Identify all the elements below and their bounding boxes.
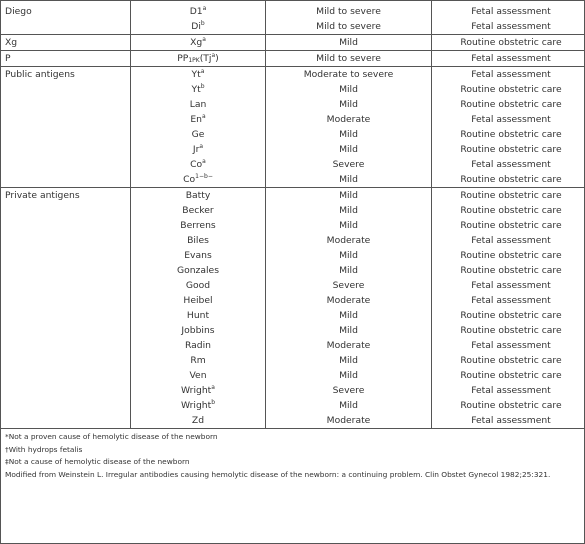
severity: Mild: [339, 144, 358, 155]
group-name: Private antigens: [5, 190, 80, 201]
antigen-name: En: [190, 114, 202, 125]
group-name-cell: [1, 188, 131, 429]
footnote: ‡Not a cause of hemolytic disease of the newborn: [5, 457, 190, 466]
antigen-name: Di: [191, 21, 201, 32]
table-group-row: [1, 188, 585, 429]
antigen: [131, 142, 265, 157]
footnote-source: Modified from Weinstein L. Irregular antibodies causing hemolytic disease of the newborn: a continuing problem. Clin Obstet Gynecol 1982;25:321.: [5, 469, 551, 479]
antigen: [131, 35, 265, 50]
management: Routine obstetric care: [460, 220, 562, 231]
antigen-superscript: a: [211, 384, 215, 391]
antigen-name: Xg: [190, 37, 203, 48]
management: Routine obstetric care: [460, 190, 562, 201]
management: Routine obstetric care: [460, 129, 562, 140]
antigen: [131, 19, 265, 34]
severity: Mild: [339, 37, 358, 48]
table-group-row: [1, 1, 585, 35]
antigen-name: Good: [185, 280, 211, 291]
antigen-name: Lan: [189, 99, 207, 110]
antigen-name: Heibel: [183, 295, 213, 306]
severity: Mild: [339, 355, 358, 366]
antigen-name: Evans: [184, 250, 212, 261]
severity: Moderate: [326, 235, 371, 246]
antigen: [131, 188, 265, 203]
antigen: [131, 233, 265, 248]
antigen: [131, 82, 265, 97]
group-name-cell: [1, 35, 131, 51]
severity: Mild: [339, 205, 358, 216]
antigen-name: Ge: [191, 129, 205, 140]
antigen: [131, 353, 265, 368]
antigen-name: Gonzales: [176, 265, 219, 276]
antigen: [131, 368, 265, 383]
antigen-cell: [131, 35, 266, 51]
management: Routine obstetric care: [460, 84, 562, 95]
antigen-superscript: b: [211, 399, 216, 406]
management: Routine obstetric care: [460, 265, 562, 276]
antigen-superscript: b: [200, 20, 205, 27]
antigen: [131, 278, 265, 293]
antigen-name: Ven: [189, 370, 207, 381]
severity: Mild: [339, 370, 358, 381]
antigen-superscript: a: [201, 113, 206, 120]
antigen-name: Biles: [187, 235, 209, 246]
group-name: Public antigens: [5, 69, 75, 80]
antigen: [131, 383, 265, 398]
antigen: [131, 51, 265, 66]
antibody-table-body: [1, 1, 585, 429]
severity: Moderate: [326, 295, 371, 306]
antigen: [131, 127, 265, 142]
management: Fetal assessment: [471, 21, 551, 32]
severity: Mild: [339, 400, 358, 411]
antigen: [131, 263, 265, 278]
group-name: P: [5, 53, 11, 64]
severity: Severe: [332, 280, 365, 291]
antigen-name: Yt: [191, 84, 201, 95]
table-group-row: [1, 51, 585, 67]
severity-cell: [266, 67, 432, 188]
antigen: [131, 172, 265, 187]
severity: Mild: [339, 129, 358, 140]
management: Fetal assessment: [471, 295, 551, 306]
management: Routine obstetric care: [460, 370, 562, 381]
management: Routine obstetric care: [460, 310, 562, 321]
antigen: [131, 97, 265, 112]
severity-cell: [266, 188, 432, 429]
antigen-superscript: b: [200, 83, 205, 90]
antigen: [131, 308, 265, 323]
group-name-cell: [1, 51, 131, 67]
antigen: [131, 67, 265, 82]
antigen-superscript: a: [211, 52, 216, 59]
antigen-superscript: a: [202, 5, 207, 12]
antigen-name: Jobbins: [181, 325, 215, 336]
management: Routine obstetric care: [460, 99, 562, 110]
antigen-name: Jr: [192, 144, 200, 155]
antigen-alias-close: ): [215, 53, 219, 64]
antigen-name: Yt: [191, 69, 201, 80]
management-cell: [432, 35, 585, 51]
antigen-name: PP: [177, 53, 189, 64]
antigen: [131, 218, 265, 233]
management: Fetal assessment: [471, 159, 551, 170]
table-group-row: [1, 67, 585, 188]
antigen-superscript: a: [202, 158, 206, 165]
antigen-alias: (Tj: [199, 53, 212, 64]
severity-cell: [266, 35, 432, 51]
antigen-name: D1: [189, 6, 203, 17]
group-name: Xg: [5, 37, 18, 48]
management-cell: [432, 1, 585, 35]
antigen-superscript: 1−b−: [195, 173, 213, 180]
antigen: [131, 203, 265, 218]
management: Routine obstetric care: [460, 37, 562, 48]
footnote: *Not a proven cause of hemolytic disease of the newborn: [5, 432, 218, 441]
antigen-cell: [131, 51, 266, 67]
management: Fetal assessment: [471, 280, 551, 291]
severity: Mild: [339, 190, 358, 201]
antigen: [131, 413, 265, 428]
antibody-table: [1, 1, 585, 429]
severity: Moderate: [326, 114, 371, 125]
severity: Moderate: [326, 415, 371, 426]
severity-cell: [266, 1, 432, 35]
antigen-cell: [131, 188, 266, 429]
severity: Severe: [332, 385, 365, 396]
severity: Mild: [339, 310, 358, 321]
footnote: †With hydrops fetalis: [5, 444, 83, 454]
management: Fetal assessment: [471, 235, 551, 246]
severity: Mild to severe: [316, 6, 381, 17]
antigen: [131, 248, 265, 263]
antigen-name: Hunt: [186, 310, 210, 321]
antigen-superscript: a: [200, 68, 205, 75]
antigen-cell: [131, 67, 266, 188]
antigen-name: Wright: [181, 385, 212, 396]
antigen-superscript: a: [202, 36, 206, 43]
severity: Severe: [332, 159, 365, 170]
antigen-name: Zd: [191, 415, 205, 426]
antigen-name: Becker: [182, 205, 214, 216]
group-name-cell: [1, 1, 131, 35]
management: Routine obstetric care: [460, 205, 562, 216]
management: Fetal assessment: [471, 415, 551, 426]
antigen: [131, 4, 265, 19]
antigen: [131, 323, 265, 338]
antigen: [131, 398, 265, 413]
antigen: [131, 338, 265, 353]
antigen-name: Radin: [184, 340, 212, 351]
table-group-row: [1, 35, 585, 51]
management: Fetal assessment: [471, 340, 551, 351]
management: Fetal assessment: [471, 69, 551, 80]
management-cell: [432, 67, 585, 188]
antigen-name: Batty: [185, 190, 211, 201]
severity: Mild: [339, 220, 358, 231]
severity: Mild to severe: [316, 21, 381, 32]
management: Routine obstetric care: [460, 355, 562, 366]
antigen-name: Co: [183, 174, 196, 185]
antigen: [131, 112, 265, 127]
antigen-name: Berrens: [180, 220, 216, 231]
antigen: [131, 157, 265, 172]
management-cell: [432, 51, 585, 67]
management: Fetal assessment: [471, 114, 551, 125]
severity: Mild: [339, 84, 358, 95]
severity: Mild: [339, 325, 358, 336]
antigen-superscript: a: [199, 143, 204, 150]
severity: Mild: [339, 265, 358, 276]
severity-cell: [266, 51, 432, 67]
management: Routine obstetric care: [460, 325, 562, 336]
management: Routine obstetric care: [460, 250, 562, 261]
group-name: Diego: [5, 6, 32, 17]
management: Fetal assessment: [471, 6, 551, 17]
management: Fetal assessment: [471, 385, 551, 396]
severity: Mild: [339, 174, 358, 185]
severity: Moderate to severe: [303, 69, 394, 80]
severity: Mild: [339, 250, 358, 261]
management: Fetal assessment: [471, 53, 551, 64]
antigen-name: Wright: [180, 400, 212, 411]
severity: Moderate: [326, 340, 371, 351]
antigen: [131, 293, 265, 308]
severity: Mild to severe: [316, 53, 381, 64]
management-cell: [432, 188, 585, 429]
antigen-cell: [131, 1, 266, 35]
antigen-subscript: 1PK: [188, 57, 200, 64]
antigen-name: Co: [190, 159, 203, 170]
management: Routine obstetric care: [460, 144, 562, 155]
management: Routine obstetric care: [460, 174, 562, 185]
group-name-cell: [1, 67, 131, 188]
severity: Mild: [339, 99, 358, 110]
footnotes: [1, 429, 584, 481]
management: Routine obstetric care: [460, 400, 562, 411]
antigen-name: Rm: [190, 355, 206, 366]
